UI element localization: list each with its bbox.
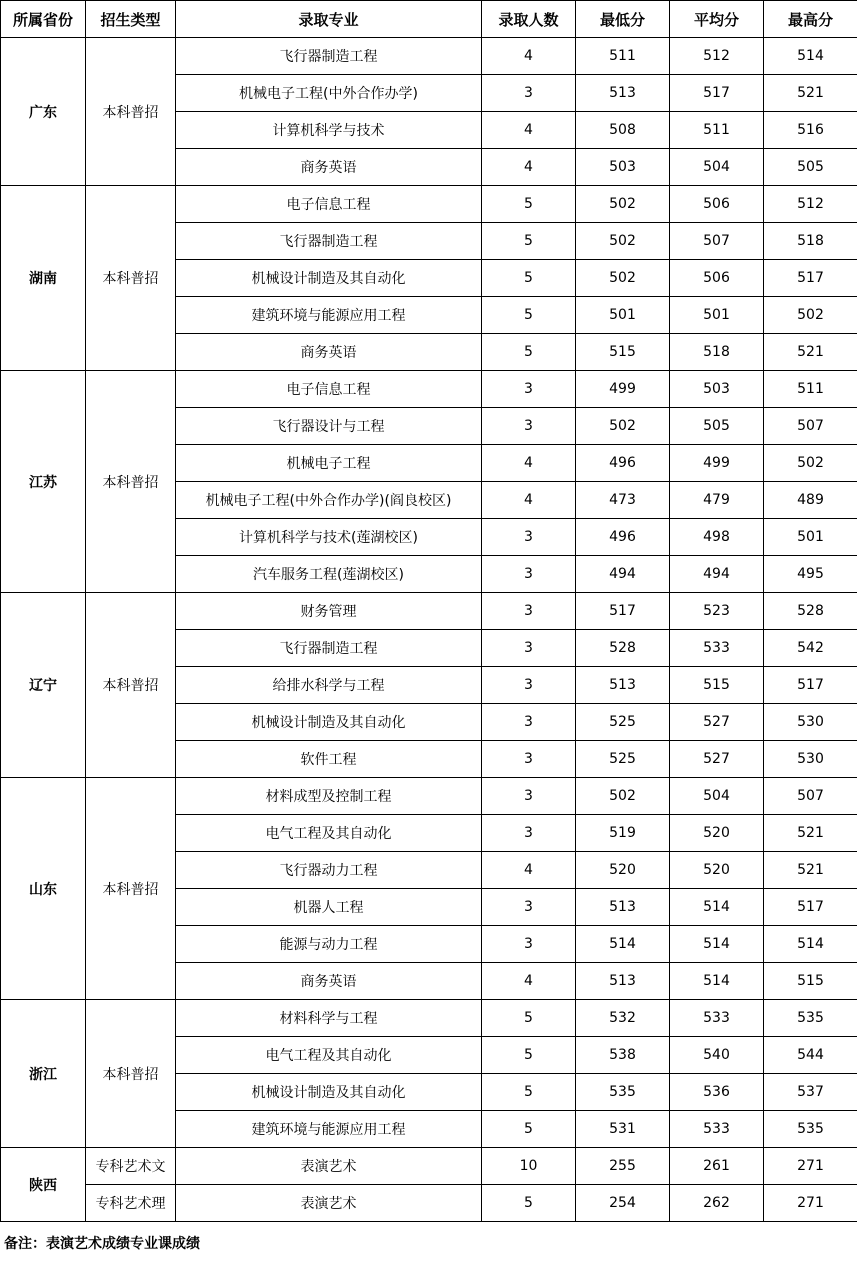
avg-score-cell: 261	[670, 1148, 764, 1185]
avg-score-cell: 527	[670, 704, 764, 741]
major-cell: 材料科学与工程	[176, 1000, 482, 1037]
min-score-cell: 501	[576, 297, 670, 334]
min-score-cell: 254	[576, 1185, 670, 1222]
major-cell: 飞行器动力工程	[176, 852, 482, 889]
province-cell: 山东	[1, 778, 86, 1000]
max-score-cell: 542	[764, 630, 857, 667]
min-score-cell: 502	[576, 778, 670, 815]
max-score-cell: 517	[764, 889, 857, 926]
min-score-cell: 496	[576, 519, 670, 556]
avg-score-cell: 498	[670, 519, 764, 556]
major-cell: 能源与动力工程	[176, 926, 482, 963]
avg-score-cell: 511	[670, 112, 764, 149]
max-score-cell: 489	[764, 482, 857, 519]
major-cell: 财务管理	[176, 593, 482, 630]
avg-score-cell: 494	[670, 556, 764, 593]
min-score-cell: 508	[576, 112, 670, 149]
min-score-cell: 525	[576, 704, 670, 741]
table-row	[1, 1000, 857, 1037]
count-cell: 4	[482, 852, 576, 889]
avg-score-cell: 504	[670, 778, 764, 815]
header-type: 招生类型	[86, 1, 176, 38]
avg-score-cell: 520	[670, 852, 764, 889]
max-score-cell: 514	[764, 926, 857, 963]
major-cell: 飞行器制造工程	[176, 38, 482, 75]
avg-score-cell: 479	[670, 482, 764, 519]
max-score-cell: 530	[764, 704, 857, 741]
avg-score-cell: 262	[670, 1185, 764, 1222]
min-score-cell: 514	[576, 926, 670, 963]
max-score-cell: 521	[764, 334, 857, 371]
count-cell: 3	[482, 519, 576, 556]
header-major: 录取专业	[176, 1, 482, 38]
min-score-cell: 494	[576, 556, 670, 593]
count-cell: 3	[482, 75, 576, 112]
avg-score-cell: 512	[670, 38, 764, 75]
major-cell: 飞行器制造工程	[176, 630, 482, 667]
min-score-cell: 503	[576, 149, 670, 186]
count-cell: 3	[482, 556, 576, 593]
count-cell: 4	[482, 445, 576, 482]
major-cell: 表演艺术	[176, 1185, 482, 1222]
table-body	[1, 38, 857, 1222]
max-score-cell: 537	[764, 1074, 857, 1111]
max-score-cell: 544	[764, 1037, 857, 1074]
table-row	[1, 1185, 857, 1222]
province-cell: 辽宁	[1, 593, 86, 778]
count-cell: 3	[482, 889, 576, 926]
min-score-cell: 511	[576, 38, 670, 75]
max-score-cell: 501	[764, 519, 857, 556]
max-score-cell: 517	[764, 667, 857, 704]
major-cell: 商务英语	[176, 149, 482, 186]
avg-score-cell: 515	[670, 667, 764, 704]
admission-type-cell: 本科普招	[86, 593, 176, 778]
min-score-cell: 499	[576, 371, 670, 408]
max-score-cell: 271	[764, 1185, 857, 1222]
province-cell: 广东	[1, 38, 86, 186]
max-score-cell: 521	[764, 75, 857, 112]
max-score-cell: 502	[764, 297, 857, 334]
avg-score-cell: 518	[670, 334, 764, 371]
major-cell: 飞行器设计与工程	[176, 408, 482, 445]
avg-score-cell: 514	[670, 963, 764, 1000]
max-score-cell: 528	[764, 593, 857, 630]
table-row	[1, 593, 857, 630]
avg-score-cell: 533	[670, 1111, 764, 1148]
count-cell: 3	[482, 667, 576, 704]
avg-score-cell: 499	[670, 445, 764, 482]
count-cell: 5	[482, 186, 576, 223]
max-score-cell: 518	[764, 223, 857, 260]
max-score-cell: 495	[764, 556, 857, 593]
count-cell: 3	[482, 741, 576, 778]
min-score-cell: 531	[576, 1111, 670, 1148]
count-cell: 3	[482, 926, 576, 963]
major-cell: 机械电子工程	[176, 445, 482, 482]
avg-score-cell: 523	[670, 593, 764, 630]
count-cell: 3	[482, 778, 576, 815]
avg-score-cell: 506	[670, 186, 764, 223]
count-cell: 3	[482, 630, 576, 667]
max-score-cell: 516	[764, 112, 857, 149]
major-cell: 计算机科学与技术	[176, 112, 482, 149]
min-score-cell: 538	[576, 1037, 670, 1074]
major-cell: 机械设计制造及其自动化	[176, 260, 482, 297]
count-cell: 5	[482, 1185, 576, 1222]
max-score-cell: 535	[764, 1000, 857, 1037]
avg-score-cell: 527	[670, 741, 764, 778]
avg-score-cell: 505	[670, 408, 764, 445]
major-cell: 电子信息工程	[176, 186, 482, 223]
min-score-cell: 515	[576, 334, 670, 371]
header-min: 最低分	[576, 1, 670, 38]
avg-score-cell: 536	[670, 1074, 764, 1111]
admission-type-cell: 本科普招	[86, 371, 176, 593]
count-cell: 5	[482, 260, 576, 297]
header-province: 所属省份	[1, 1, 86, 38]
max-score-cell: 517	[764, 260, 857, 297]
max-score-cell: 521	[764, 815, 857, 852]
major-cell: 建筑环境与能源应用工程	[176, 1111, 482, 1148]
major-cell: 建筑环境与能源应用工程	[176, 297, 482, 334]
avg-score-cell: 533	[670, 630, 764, 667]
min-score-cell: 502	[576, 223, 670, 260]
min-score-cell: 513	[576, 963, 670, 1000]
avg-score-cell: 533	[670, 1000, 764, 1037]
count-cell: 10	[482, 1148, 576, 1185]
count-cell: 5	[482, 1037, 576, 1074]
major-cell: 软件工程	[176, 741, 482, 778]
min-score-cell: 513	[576, 667, 670, 704]
max-score-cell: 511	[764, 371, 857, 408]
province-cell: 浙江	[1, 1000, 86, 1148]
province-cell: 湖南	[1, 186, 86, 371]
avg-score-cell: 501	[670, 297, 764, 334]
avg-score-cell: 504	[670, 149, 764, 186]
major-cell: 商务英语	[176, 963, 482, 1000]
count-cell: 3	[482, 371, 576, 408]
count-cell: 3	[482, 704, 576, 741]
admission-type-cell: 专科艺术文	[86, 1148, 176, 1185]
major-cell: 商务英语	[176, 334, 482, 371]
header-row	[1, 1, 857, 38]
min-score-cell: 517	[576, 593, 670, 630]
min-score-cell: 525	[576, 741, 670, 778]
avg-score-cell: 514	[670, 889, 764, 926]
major-cell: 机械设计制造及其自动化	[176, 704, 482, 741]
major-cell: 汽车服务工程(莲湖校区)	[176, 556, 482, 593]
avg-score-cell: 506	[670, 260, 764, 297]
min-score-cell: 513	[576, 889, 670, 926]
min-score-cell: 502	[576, 260, 670, 297]
footnote: 备注：表演艺术成绩专业课成绩	[4, 1236, 200, 1252]
count-cell: 3	[482, 815, 576, 852]
min-score-cell: 535	[576, 1074, 670, 1111]
max-score-cell: 515	[764, 963, 857, 1000]
count-cell: 4	[482, 38, 576, 75]
min-score-cell: 255	[576, 1148, 670, 1185]
major-cell: 电子信息工程	[176, 371, 482, 408]
min-score-cell: 532	[576, 1000, 670, 1037]
table-row	[1, 1148, 857, 1185]
admission-type-cell: 本科普招	[86, 1000, 176, 1148]
max-score-cell: 512	[764, 186, 857, 223]
max-score-cell: 507	[764, 408, 857, 445]
count-cell: 5	[482, 297, 576, 334]
major-cell: 机械电子工程(中外合作办学)(阎良校区)	[176, 482, 482, 519]
count-cell: 5	[482, 334, 576, 371]
min-score-cell: 513	[576, 75, 670, 112]
max-score-cell: 514	[764, 38, 857, 75]
major-cell: 电气工程及其自动化	[176, 815, 482, 852]
table-row	[1, 186, 857, 223]
min-score-cell: 496	[576, 445, 670, 482]
count-cell: 4	[482, 963, 576, 1000]
avg-score-cell: 503	[670, 371, 764, 408]
count-cell: 3	[482, 408, 576, 445]
count-cell: 4	[482, 149, 576, 186]
max-score-cell: 502	[764, 445, 857, 482]
max-score-cell: 507	[764, 778, 857, 815]
count-cell: 4	[482, 482, 576, 519]
table-row	[1, 371, 857, 408]
admission-type-cell: 本科普招	[86, 38, 176, 186]
count-cell: 5	[482, 1074, 576, 1111]
avg-score-cell: 507	[670, 223, 764, 260]
count-cell: 3	[482, 593, 576, 630]
major-cell: 机械设计制造及其自动化	[176, 1074, 482, 1111]
max-score-cell: 521	[764, 852, 857, 889]
major-cell: 电气工程及其自动化	[176, 1037, 482, 1074]
avg-score-cell: 514	[670, 926, 764, 963]
major-cell: 机器人工程	[176, 889, 482, 926]
min-score-cell: 502	[576, 186, 670, 223]
admission-type-cell: 本科普招	[86, 778, 176, 1000]
avg-score-cell: 517	[670, 75, 764, 112]
province-cell: 陕西	[1, 1148, 86, 1222]
max-score-cell: 505	[764, 149, 857, 186]
major-cell: 表演艺术	[176, 1148, 482, 1185]
min-score-cell: 520	[576, 852, 670, 889]
major-cell: 材料成型及控制工程	[176, 778, 482, 815]
major-cell: 计算机科学与技术(莲湖校区)	[176, 519, 482, 556]
count-cell: 4	[482, 112, 576, 149]
count-cell: 5	[482, 1000, 576, 1037]
avg-score-cell: 540	[670, 1037, 764, 1074]
table-row	[1, 38, 857, 75]
max-score-cell: 535	[764, 1111, 857, 1148]
min-score-cell: 502	[576, 408, 670, 445]
min-score-cell: 519	[576, 815, 670, 852]
max-score-cell: 271	[764, 1148, 857, 1185]
header-avg: 平均分	[670, 1, 764, 38]
table-row	[1, 778, 857, 815]
major-cell: 给排水科学与工程	[176, 667, 482, 704]
min-score-cell: 528	[576, 630, 670, 667]
min-score-cell: 473	[576, 482, 670, 519]
province-cell: 江苏	[1, 371, 86, 593]
major-cell: 机械电子工程(中外合作办学)	[176, 75, 482, 112]
header-max: 最高分	[764, 1, 857, 38]
max-score-cell: 530	[764, 741, 857, 778]
count-cell: 5	[482, 223, 576, 260]
avg-score-cell: 520	[670, 815, 764, 852]
admission-type-cell: 本科普招	[86, 186, 176, 371]
header-count: 录取人数	[482, 1, 576, 38]
count-cell: 5	[482, 1111, 576, 1148]
major-cell: 飞行器制造工程	[176, 223, 482, 260]
admission-type-cell: 专科艺术理	[86, 1185, 176, 1222]
